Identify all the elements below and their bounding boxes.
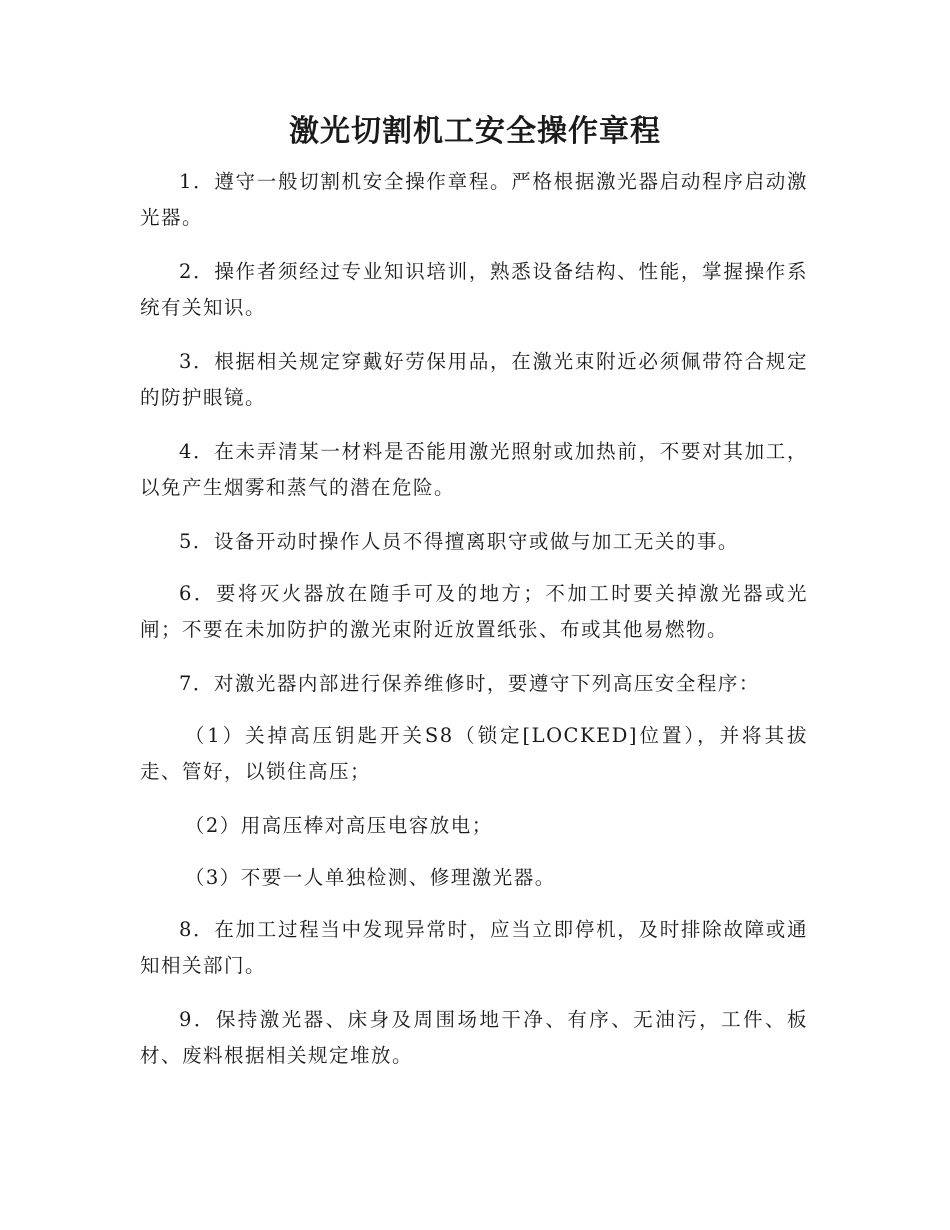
paragraph-7-1: （1）关掉高压钥匙开关S8（锁定[LOCKED]位置），并将其拔走、管好，以锁住高压； bbox=[140, 724, 808, 783]
paragraph-3: 3．根据相关规定穿戴好劳保用品，在激光束附近必须佩带符合规定的防护眼镜。 bbox=[140, 350, 808, 409]
paragraph-2: 2．操作者须经过专业知识培训，熟悉设备结构、性能，掌握操作系统有关知识。 bbox=[140, 260, 808, 319]
paragraph-4: 4．在未弄清某一材料是否能用激光照射或加热前，不要对其加工，以免产生烟雾和蒸气的潜在危险。 bbox=[140, 440, 808, 499]
paragraph-1: 1．遵守一般切割机安全操作章程。严格根据激光器启动程序启动激光器。 bbox=[140, 170, 808, 229]
document-title: 激光切割机工安全操作章程 bbox=[289, 114, 661, 149]
paragraph-9: 9．保持激光器、床身及周围场地干净、有序、无油污，工件、板材、废料根据相关规定堆放。 bbox=[140, 1008, 808, 1067]
paragraph-7-3: （3）不要一人单独检测、修理激光器。 bbox=[184, 866, 556, 889]
paragraph-7: 7．对激光器内部进行保养维修时，要遵守下列高压安全程序： bbox=[179, 672, 760, 695]
paragraph-8: 8．在加工过程当中发现异常时，应当立即停机，及时排除故障或通知相关部门。 bbox=[140, 918, 808, 977]
paragraph-6: 6．要将灭火器放在随手可及的地方；不加工时要关掉激光器或光闸；不要在未加防护的激光束附近放置纸张、布或其他易燃物。 bbox=[140, 582, 808, 641]
paragraph-5: 5．设备开动时操作人员不得擅离职守或做与加工无关的事。 bbox=[179, 530, 739, 553]
paragraph-7-2: （2）用高压棒对高压电容放电； bbox=[184, 814, 493, 837]
